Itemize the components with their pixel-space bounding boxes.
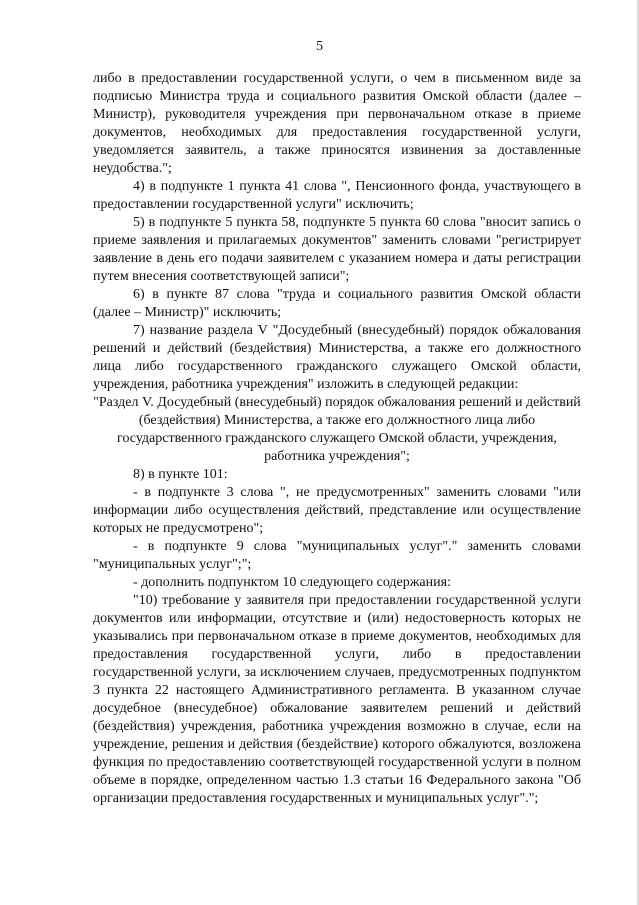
paragraph-subitem-10-text: "10) требование у заявителя при предоставлении государственной услуги документов или информации, отсутствие и (или) недостоверность которых не указывались при первоначальном отказе в приеме документов, необходимых для предоставления государственной услуги, либо в предоставлении государственной услуги, за исключением случаев, предусмотренных подпунктом 3 пункта 22 настоящего Административного регламента. В указанном случае досудебное (внесудебное) обжалование заявителем решений и действий (бездействия) учреждения, работника учреждения возможно в случае, если на учреждение, решения и действия (бездействие) которого обжалуются, возложена функция по предоставлению соответствующей государственной услуги в полном объеме в порядке, определенном частью 1.3 статьи 16 Федерального закона "Об организации предоставления государственных и муниципальных услуг"."; xyxy=(93,593,581,806)
paragraph-item-4: 4) в подпункте 1 пункта 41 слова ", Пенсионного фонда, участвующего в предоставлении государственной услуги" исключить; xyxy=(93,179,581,212)
paragraph-item-6: 6) в пункте 87 слова "труда и социального развития Омской области (далее – Министр)" исключить; xyxy=(93,287,581,320)
section-title-quote: "Раздел V. Досудебный (внесудебный) порядок обжалования решений и действий (бездействия) Министерства, а также его должностного лица либо государственного гражданского служащего Омской области, учреждения, работника учреждения"; xyxy=(93,395,581,464)
paragraph-subitem-3: - в подпункте 3 слова ", не предусмотренных" заменить словами "или информации либо осуществления действий, представление или осуществление которых не предусмотрено"; xyxy=(93,485,581,536)
paragraph-add-subitem-10: - дополнить подпунктом 10 следующего содержания: xyxy=(133,575,451,590)
page-number: 5 xyxy=(316,39,323,54)
paragraph-item-8: 8) в пункте 101: xyxy=(133,467,228,482)
paragraph-subitem-9: - в подпункте 9 слова "муниципальных услуг"." заменить словами "муниципальных услуг";"; xyxy=(93,539,581,572)
paragraph-item-7: 7) название раздела V "Досудебный (внесудебный) порядок обжалования решений и действий (бездействия) Министерства, а также его должностного лица либо государственного гражданского служащего Омской области, учреждения, работника учреждения" изложить в следующей редакции: xyxy=(93,323,581,392)
paragraph-item-5: 5) в подпункте 5 пункта 58, подпункте 5 пункта 60 слова "вносит запись о приеме заявления и прилагаемых документов" заменить словами "регистрирует заявление в день его подачи заявителем с указанием номера и даты регистрации путем внесения соответствующей записи"; xyxy=(93,215,581,284)
document-body xyxy=(93,70,581,808)
paragraph-continuation: либо в предоставлении государственной услуги, о чем в письменном виде за подписью Министра труда и социального развития Омской области (далее – Министр), руководителя учреждения при первоначальном отказе в приеме документов, необходимых для предоставления государственной услуги, уведомляется заявитель, а также приносятся извинения за доставленные неудобства."; xyxy=(93,71,581,176)
